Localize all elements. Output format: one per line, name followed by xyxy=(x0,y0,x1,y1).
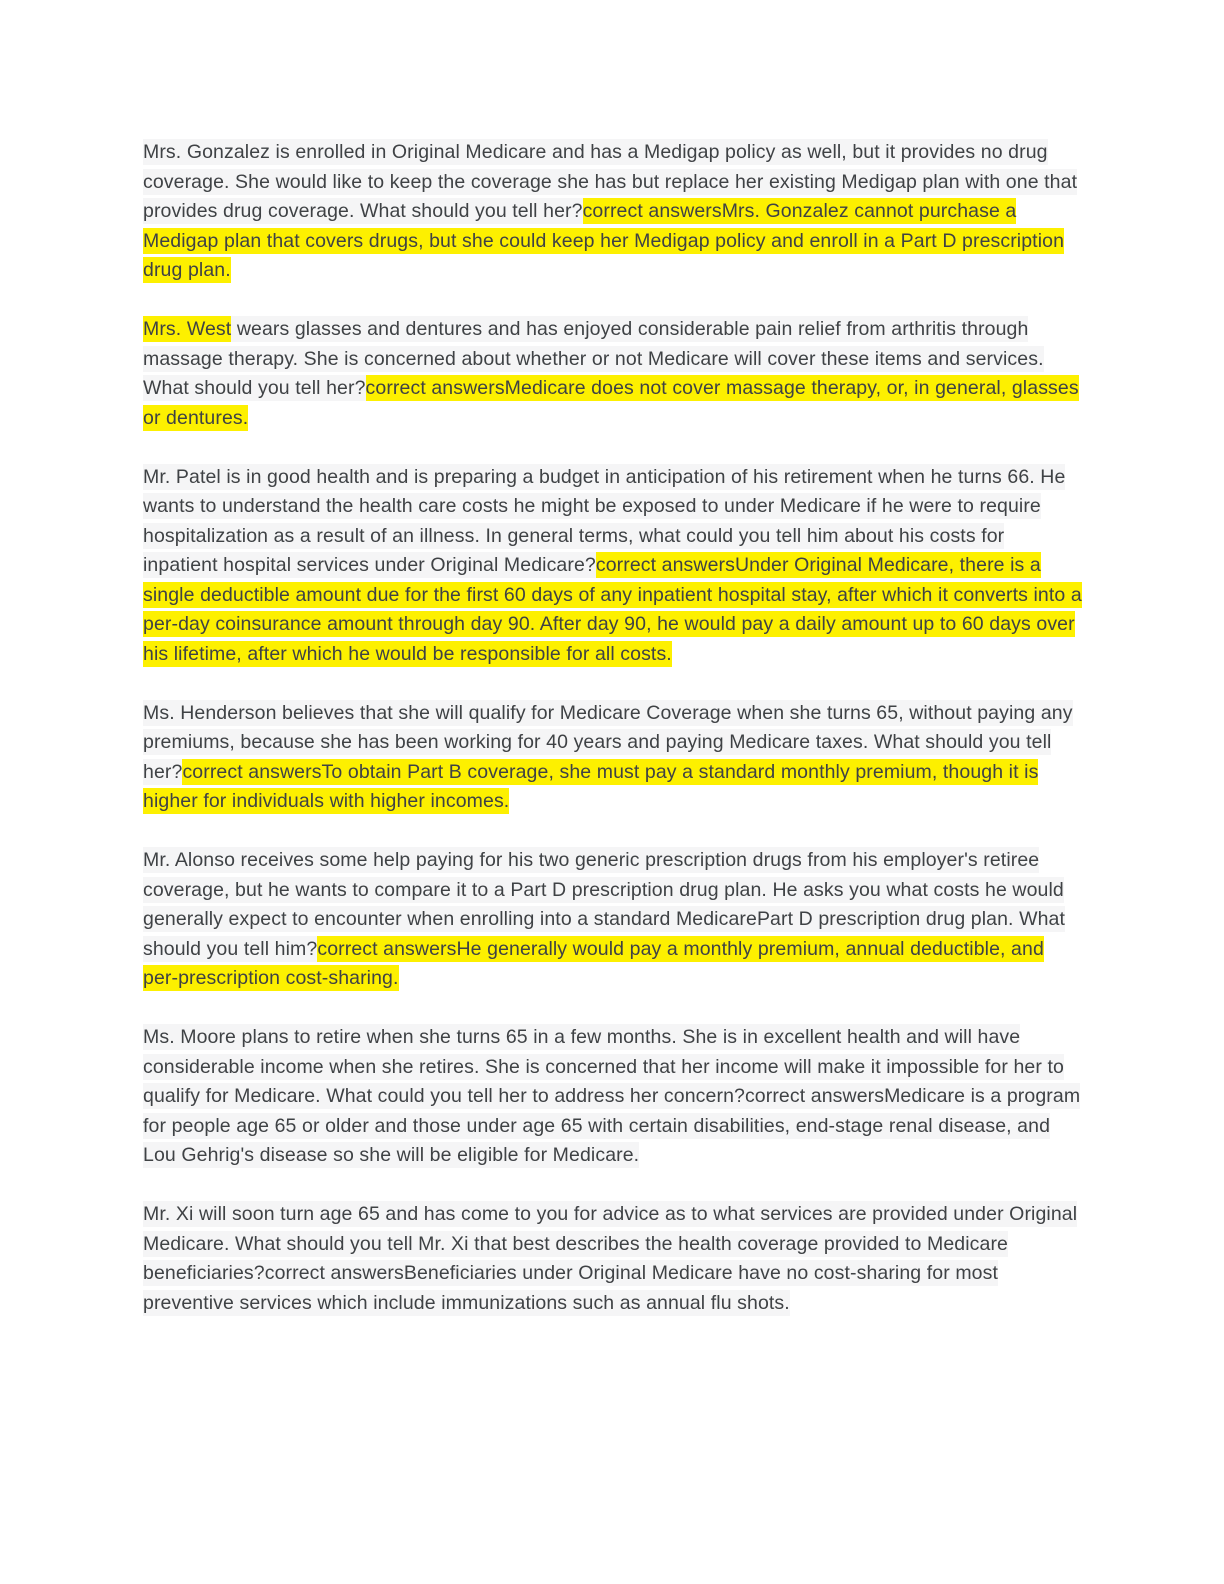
paragraph xyxy=(143,138,1084,286)
paragraph xyxy=(143,1023,1084,1171)
paragraph xyxy=(143,846,1084,994)
text-segment: wears glasses and dentures and has enjoyed considerable pain relief from arthritis through massage therapy. She is concerned about whether or not Medicare will cover these items and services. What should you tell her? xyxy=(143,318,1044,399)
highlighted-text: Mrs. West xyxy=(143,318,232,340)
text-segment: Mr. Patel is in good health and is preparing a budget in anticipation of his retirement when he turns 66. He wants to understand the health care costs he might be exposed to under Medicare if he were to require hospitalization as a result of an illness. In general terms, what could you tell him about his costs for inpatient hospital services under Original Medicare? xyxy=(143,465,1066,576)
text-segment: Mrs. Gonzalez is enrolled in Original Medicare and has a Medigap policy as well, but it provides no drug coverage. She would like to keep the coverage she has but replace her existing Medigap plan with one that provides drug coverage. What should you tell her? xyxy=(143,141,1078,222)
paragraph xyxy=(143,315,1084,433)
text-segment: Ms. Moore plans to retire when she turns 65 in a few months. She is in excellent health and will have considerable income when she retires. She is concerned that her income will make it impossible for her to qualify for Medicare. What could you tell her to address her concern?correct answersMedicare is a program for people age 65 or older and those under age 65 with certain disabilities, end-stage renal disease, and Lou Gehrig's disease so she will be eligible for Medicare. xyxy=(143,1026,1081,1166)
text-segment: Mr. Alonso receives some help paying for his two generic prescription drugs from his employer's retiree coverage, but he wants to compare it to a Part D prescription drug plan. He asks you what costs he would generally expect to encounter when enrolling into a standard MedicarePart D prescription drug plan. What should you tell him? xyxy=(143,849,1065,960)
highlighted-text: correct answersTo obtain Part B coverage, she must pay a standard monthly premium, though it is higher for individuals with higher incomes. xyxy=(143,760,1039,812)
paragraph xyxy=(143,463,1084,670)
document-content xyxy=(143,138,1084,1318)
highlighted-text: correct answersHe generally would pay a monthly premium, annual deductible, and per-prescription cost-sharing. xyxy=(143,937,1044,989)
highlighted-text: correct answersMedicare does not cover massage therapy, or, in general, glasses or dentures. xyxy=(143,377,1079,429)
text-segment: Mr. Xi will soon turn age 65 and has come to you for advice as to what services are provided under Original Medicare. What should you tell Mr. Xi that best describes the health coverage provided to Medicare beneficiaries?correct answersBeneficiaries under Original Medicare have no cost-sharing for most preventive services which include immunizations such as annual flu shots. xyxy=(143,1203,1078,1314)
paragraph xyxy=(143,699,1084,817)
highlighted-text: correct answersMrs. Gonzalez cannot purchase a Medigap plan that covers drugs, but she could keep her Medigap policy and enroll in a Part D prescription drug plan. xyxy=(143,200,1065,281)
text-segment: Ms. Henderson believes that she will qualify for Medicare Coverage when she turns 65, without paying any premiums, because she has been working for 40 years and paying Medicare taxes. What should you tell her? xyxy=(143,701,1073,783)
paragraph xyxy=(143,1200,1084,1318)
highlighted-text: correct answersUnder Original Medicare, there is a single deductible amount due for the first 60 days of any inpatient hospital stay, after which it converts into a per-day coinsurance amount through day 90. After day 90, he would pay a daily amount up to 60 days over his lifetime, after which he would be responsible for all costs. xyxy=(143,554,1082,665)
